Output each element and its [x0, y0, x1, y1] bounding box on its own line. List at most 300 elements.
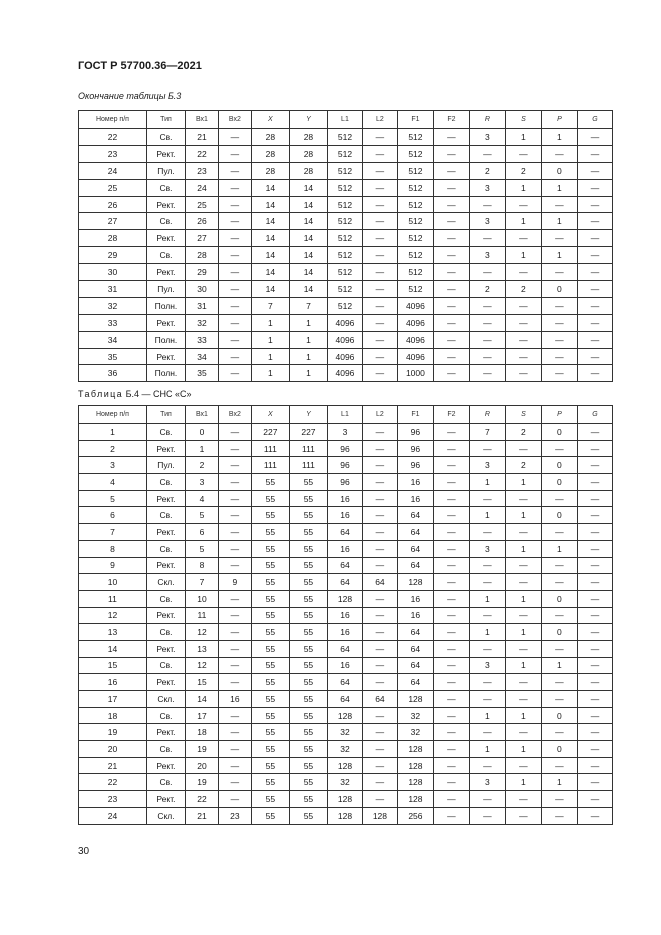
table-cell: 1 — [289, 314, 327, 331]
table-cell: — — [362, 213, 397, 230]
table-cell: — — [218, 490, 251, 507]
table-cell: — — [433, 540, 469, 557]
table-cell: — — [433, 129, 469, 146]
table-cell: — — [577, 440, 612, 457]
table-cell: 1 — [251, 348, 289, 365]
column-header: Y — [289, 111, 327, 129]
table-cell: — — [505, 145, 541, 162]
table-cell: Рект. — [146, 724, 185, 741]
table-cell: 64 — [397, 507, 433, 524]
table-cell: — — [469, 440, 505, 457]
table-cell: 512 — [327, 145, 362, 162]
table-cell: 18 — [79, 707, 147, 724]
table-row — [79, 724, 613, 741]
table-cell: 22 — [79, 774, 147, 791]
table-cell: — — [362, 474, 397, 491]
table-cell: 11 — [79, 590, 147, 607]
table-cell: 32 — [397, 724, 433, 741]
table-cell: 23 — [218, 807, 251, 824]
table-cell: — — [577, 741, 612, 758]
column-header: F2 — [433, 111, 469, 129]
table-row — [79, 129, 613, 146]
table-cell: 16 — [327, 540, 362, 557]
table-row — [79, 230, 613, 247]
table-cell: Св. — [146, 590, 185, 607]
table-cell: 10 — [79, 574, 147, 591]
table-cell: — — [541, 724, 577, 741]
table-cell: 1 — [505, 624, 541, 641]
table-cell: 128 — [327, 807, 362, 824]
column-header: Вх2 — [218, 406, 251, 424]
table-cell: Рект. — [146, 230, 185, 247]
table-cell: — — [362, 657, 397, 674]
table-cell: 1 — [505, 507, 541, 524]
table-cell: 18 — [186, 724, 219, 741]
table-cell: 55 — [251, 774, 289, 791]
table-cell: — — [505, 490, 541, 507]
table-row — [79, 791, 613, 808]
table-cell: 111 — [289, 440, 327, 457]
table-cell: 24 — [79, 162, 147, 179]
table-cell: 64 — [327, 557, 362, 574]
table-cell: — — [433, 691, 469, 708]
table-cell: 14 — [289, 230, 327, 247]
table-row — [79, 297, 613, 314]
table-cell: 29 — [186, 264, 219, 281]
table-cell: — — [433, 490, 469, 507]
column-header: R — [469, 111, 505, 129]
table-cell: — — [433, 741, 469, 758]
table-cell: 26 — [79, 196, 147, 213]
table-cell: 14 — [289, 281, 327, 298]
table-cell: Полн. — [146, 331, 185, 348]
table-cell: — — [541, 297, 577, 314]
table-cell: Св. — [146, 474, 185, 491]
table-cell: 512 — [327, 281, 362, 298]
table-cell: 19 — [186, 741, 219, 758]
table-cell: — — [362, 590, 397, 607]
table-cell: — — [577, 348, 612, 365]
table-cell: 22 — [186, 145, 219, 162]
table-cell: 14 — [251, 281, 289, 298]
table-cell: 29 — [79, 247, 147, 264]
table-cell: — — [433, 264, 469, 281]
table-cell: — — [469, 145, 505, 162]
table-cell: — — [433, 607, 469, 624]
table-cell: 5 — [79, 490, 147, 507]
table-row — [79, 474, 613, 491]
table-cell: — — [577, 457, 612, 474]
table-cell: — — [362, 247, 397, 264]
table-cell: 16 — [327, 624, 362, 641]
table-cell: — — [218, 440, 251, 457]
table-cell: 96 — [327, 457, 362, 474]
table-cell: 31 — [186, 297, 219, 314]
table-cell: — — [218, 348, 251, 365]
table-cell: 512 — [327, 247, 362, 264]
table-cell: 1 — [469, 590, 505, 607]
table-cell: 128 — [397, 774, 433, 791]
table-row — [79, 741, 613, 758]
table-cell: — — [577, 179, 612, 196]
table-cell: — — [362, 162, 397, 179]
table-cell: 21 — [186, 129, 219, 146]
table-cell: — — [362, 707, 397, 724]
table-continuation-caption: Окончание таблицы Б.3 — [78, 91, 182, 101]
table-cell: 55 — [251, 791, 289, 808]
table-cell: 3 — [469, 457, 505, 474]
table-cell: — — [362, 179, 397, 196]
table-cell: — — [433, 524, 469, 541]
table-cell: 0 — [541, 162, 577, 179]
table-cell: 23 — [79, 791, 147, 808]
table-cell: 4096 — [327, 365, 362, 382]
table-cell: — — [577, 507, 612, 524]
table-cell: 13 — [79, 624, 147, 641]
table-cell: 28 — [251, 145, 289, 162]
table-cell: 0 — [541, 424, 577, 441]
table-cell: 4096 — [327, 314, 362, 331]
table-cell: 14 — [186, 691, 219, 708]
table-cell: 28 — [251, 162, 289, 179]
table-cell: 14 — [251, 230, 289, 247]
table-cell: Св. — [146, 179, 185, 196]
table-cell: — — [505, 574, 541, 591]
table-cell: 128 — [327, 791, 362, 808]
table-cell: Св. — [146, 657, 185, 674]
table-cell: 1 — [289, 365, 327, 382]
table-cell: 55 — [289, 490, 327, 507]
table-cell: 1 — [469, 741, 505, 758]
table-cell: — — [218, 741, 251, 758]
table-b3-end — [78, 110, 613, 382]
table-cell: 55 — [289, 741, 327, 758]
caption-prefix: Таблица — [78, 389, 124, 399]
table-cell: — — [469, 297, 505, 314]
table-cell: — — [577, 314, 612, 331]
table-cell: — — [577, 196, 612, 213]
column-header: Тип — [146, 111, 185, 129]
table-cell: 1 — [79, 424, 147, 441]
table-cell: — — [433, 557, 469, 574]
table-cell: — — [505, 691, 541, 708]
table-cell: 55 — [251, 640, 289, 657]
table-cell: 3 — [469, 179, 505, 196]
table-cell: 3 — [469, 247, 505, 264]
table-cell: 55 — [289, 474, 327, 491]
table-cell: 55 — [251, 540, 289, 557]
table-cell: 35 — [79, 348, 147, 365]
table-cell: 28 — [251, 129, 289, 146]
column-header: X — [251, 406, 289, 424]
table-cell: 1 — [505, 657, 541, 674]
table-cell: — — [433, 674, 469, 691]
table-cell: — — [469, 524, 505, 541]
table-cell: — — [469, 640, 505, 657]
table-cell: — — [469, 724, 505, 741]
table-cell: — — [218, 179, 251, 196]
table-cell: 1 — [541, 213, 577, 230]
table-cell: 512 — [327, 162, 362, 179]
table-cell: — — [433, 365, 469, 382]
table-cell: 8 — [79, 540, 147, 557]
table-cell: — — [541, 348, 577, 365]
table-row — [79, 247, 613, 264]
table-row — [79, 507, 613, 524]
table-cell: — — [362, 440, 397, 457]
table-cell: 512 — [397, 179, 433, 196]
table-cell: 0 — [541, 707, 577, 724]
table-cell: 14 — [251, 179, 289, 196]
table-cell: — — [362, 624, 397, 641]
table-cell: 15 — [186, 674, 219, 691]
table-cell: 96 — [397, 424, 433, 441]
table-row — [79, 774, 613, 791]
table-cell: — — [469, 757, 505, 774]
table-cell: 55 — [251, 674, 289, 691]
table-cell: 33 — [79, 314, 147, 331]
table-cell: 24 — [79, 807, 147, 824]
table-cell: 36 — [79, 365, 147, 382]
table-cell: 25 — [79, 179, 147, 196]
table-cell: 128 — [397, 791, 433, 808]
table-cell: 55 — [289, 724, 327, 741]
table-cell: 4 — [186, 490, 219, 507]
table-cell: 21 — [186, 807, 219, 824]
table-cell: — — [541, 440, 577, 457]
table-cell: 55 — [251, 557, 289, 574]
table-cell: 96 — [327, 440, 362, 457]
table-cell: — — [469, 607, 505, 624]
table-cell: — — [218, 791, 251, 808]
table-header-row — [79, 406, 613, 424]
table-cell: — — [362, 791, 397, 808]
table-cell: 55 — [251, 507, 289, 524]
table-cell: 3 — [186, 474, 219, 491]
table-cell: 55 — [289, 624, 327, 641]
table-cell: 14 — [79, 640, 147, 657]
table-cell: 14 — [289, 196, 327, 213]
table-cell: — — [218, 213, 251, 230]
table-cell: 128 — [327, 757, 362, 774]
table-cell: 4096 — [397, 297, 433, 314]
table-cell: 4 — [79, 474, 147, 491]
table-cell: — — [505, 807, 541, 824]
table-cell: Рект. — [146, 757, 185, 774]
table-cell: — — [541, 574, 577, 591]
column-header: P — [541, 111, 577, 129]
table-cell: 96 — [397, 440, 433, 457]
table-cell: — — [218, 724, 251, 741]
table-cell: — — [541, 264, 577, 281]
table-cell: — — [362, 757, 397, 774]
table-cell: 1 — [251, 331, 289, 348]
table-cell: — — [433, 145, 469, 162]
table-cell: — — [469, 490, 505, 507]
table-cell: 1 — [251, 365, 289, 382]
table-cell: 14 — [289, 213, 327, 230]
table-cell: 512 — [327, 196, 362, 213]
table-cell: 0 — [541, 507, 577, 524]
table-cell: 17 — [186, 707, 219, 724]
table-cell: 16 — [327, 657, 362, 674]
table-cell: 3 — [469, 657, 505, 674]
table-cell: — — [577, 707, 612, 724]
table-row — [79, 365, 613, 382]
table-cell: 55 — [251, 807, 289, 824]
table-cell: — — [362, 297, 397, 314]
table-cell: 2 — [469, 162, 505, 179]
table-cell: 512 — [397, 129, 433, 146]
table-b4-caption — [78, 389, 192, 399]
table-cell: — — [577, 424, 612, 441]
table-cell: 1 — [289, 348, 327, 365]
table-cell: 14 — [289, 247, 327, 264]
table-cell: — — [541, 607, 577, 624]
table-cell: 3 — [469, 540, 505, 557]
table-cell: 64 — [397, 640, 433, 657]
table-row — [79, 314, 613, 331]
table-row — [79, 213, 613, 230]
column-header: P — [541, 406, 577, 424]
table-cell: 55 — [251, 741, 289, 758]
table-cell: Св. — [146, 741, 185, 758]
table-cell: — — [433, 424, 469, 441]
table-row — [79, 590, 613, 607]
table-cell: — — [433, 807, 469, 824]
table-cell: 1 — [505, 247, 541, 264]
table-header-row — [79, 111, 613, 129]
table-cell: Рект. — [146, 440, 185, 457]
table-cell: 55 — [289, 540, 327, 557]
table-cell: — — [218, 365, 251, 382]
table-cell: — — [577, 247, 612, 264]
column-header: L1 — [327, 111, 362, 129]
table-cell: — — [433, 196, 469, 213]
table-cell: 227 — [251, 424, 289, 441]
table-cell: — — [577, 474, 612, 491]
table-cell: 64 — [327, 691, 362, 708]
table-cell: — — [577, 774, 612, 791]
table-cell: — — [469, 348, 505, 365]
table-cell: — — [433, 247, 469, 264]
table-cell: — — [218, 624, 251, 641]
column-header: L2 — [362, 111, 397, 129]
table-cell: 20 — [79, 741, 147, 758]
table-cell: 16 — [327, 490, 362, 507]
table-cell: — — [218, 297, 251, 314]
table-cell: — — [218, 774, 251, 791]
table-cell: 26 — [186, 213, 219, 230]
document-code: ГОСТ Р 57700.36—2021 — [78, 60, 202, 72]
table-cell: 16 — [397, 590, 433, 607]
table-cell: 14 — [251, 196, 289, 213]
table-cell: 0 — [541, 457, 577, 474]
page-number: 30 — [78, 846, 90, 857]
table-cell: 64 — [327, 574, 362, 591]
table-cell: 2 — [186, 457, 219, 474]
table-cell: Св. — [146, 424, 185, 441]
table-cell: 1 — [469, 624, 505, 641]
table-cell: — — [577, 162, 612, 179]
table-cell: — — [218, 607, 251, 624]
table-cell: Рект. — [146, 348, 185, 365]
table-cell: 512 — [397, 196, 433, 213]
table-row — [79, 657, 613, 674]
table-cell: — — [541, 557, 577, 574]
table-cell: — — [505, 674, 541, 691]
table-cell: 16 — [397, 490, 433, 507]
table-cell: 512 — [327, 179, 362, 196]
table-cell: 55 — [289, 524, 327, 541]
table-cell: — — [362, 365, 397, 382]
table-cell: 55 — [251, 490, 289, 507]
table-row — [79, 331, 613, 348]
table-cell: 6 — [186, 524, 219, 541]
table-cell: — — [433, 457, 469, 474]
column-header: S — [505, 111, 541, 129]
table-cell: 22 — [79, 129, 147, 146]
table-cell: 1000 — [397, 365, 433, 382]
column-header: Вх1 — [186, 111, 219, 129]
table-cell: — — [505, 230, 541, 247]
table-cell: 32 — [327, 724, 362, 741]
table-cell: Полн. — [146, 365, 185, 382]
table-cell: 23 — [186, 162, 219, 179]
table-cell: 111 — [289, 457, 327, 474]
table-cell: — — [218, 757, 251, 774]
table-cell: Пул. — [146, 457, 185, 474]
table-cell: 4096 — [397, 314, 433, 331]
table-cell: — — [362, 331, 397, 348]
table-cell: 1 — [505, 129, 541, 146]
table-cell: — — [433, 348, 469, 365]
table-cell: 14 — [251, 213, 289, 230]
table-cell: 28 — [289, 129, 327, 146]
table-cell: — — [433, 179, 469, 196]
table-cell: — — [362, 424, 397, 441]
column-header: L2 — [362, 406, 397, 424]
table-row — [79, 440, 613, 457]
table-cell: — — [577, 297, 612, 314]
table-cell: — — [362, 348, 397, 365]
table-cell: 64 — [397, 524, 433, 541]
table-cell: Рект. — [146, 640, 185, 657]
table-cell: — — [433, 791, 469, 808]
table-cell: 1 — [505, 774, 541, 791]
table-cell: Св. — [146, 774, 185, 791]
table-cell: 512 — [327, 230, 362, 247]
table-cell: 25 — [186, 196, 219, 213]
table-cell: 1 — [251, 314, 289, 331]
column-header: F1 — [397, 406, 433, 424]
table-cell: 512 — [397, 213, 433, 230]
table-cell: Пул. — [146, 281, 185, 298]
table-cell: 128 — [397, 757, 433, 774]
column-header: S — [505, 406, 541, 424]
table-cell: 32 — [327, 741, 362, 758]
table-cell: 55 — [251, 607, 289, 624]
table-cell: — — [541, 145, 577, 162]
table-cell: 0 — [541, 590, 577, 607]
table-cell: 2 — [505, 281, 541, 298]
table-cell: 14 — [289, 179, 327, 196]
table-cell: 3 — [79, 457, 147, 474]
table-cell: 128 — [397, 691, 433, 708]
table-cell: Пул. — [146, 162, 185, 179]
table-cell: 55 — [251, 707, 289, 724]
table-row — [79, 457, 613, 474]
